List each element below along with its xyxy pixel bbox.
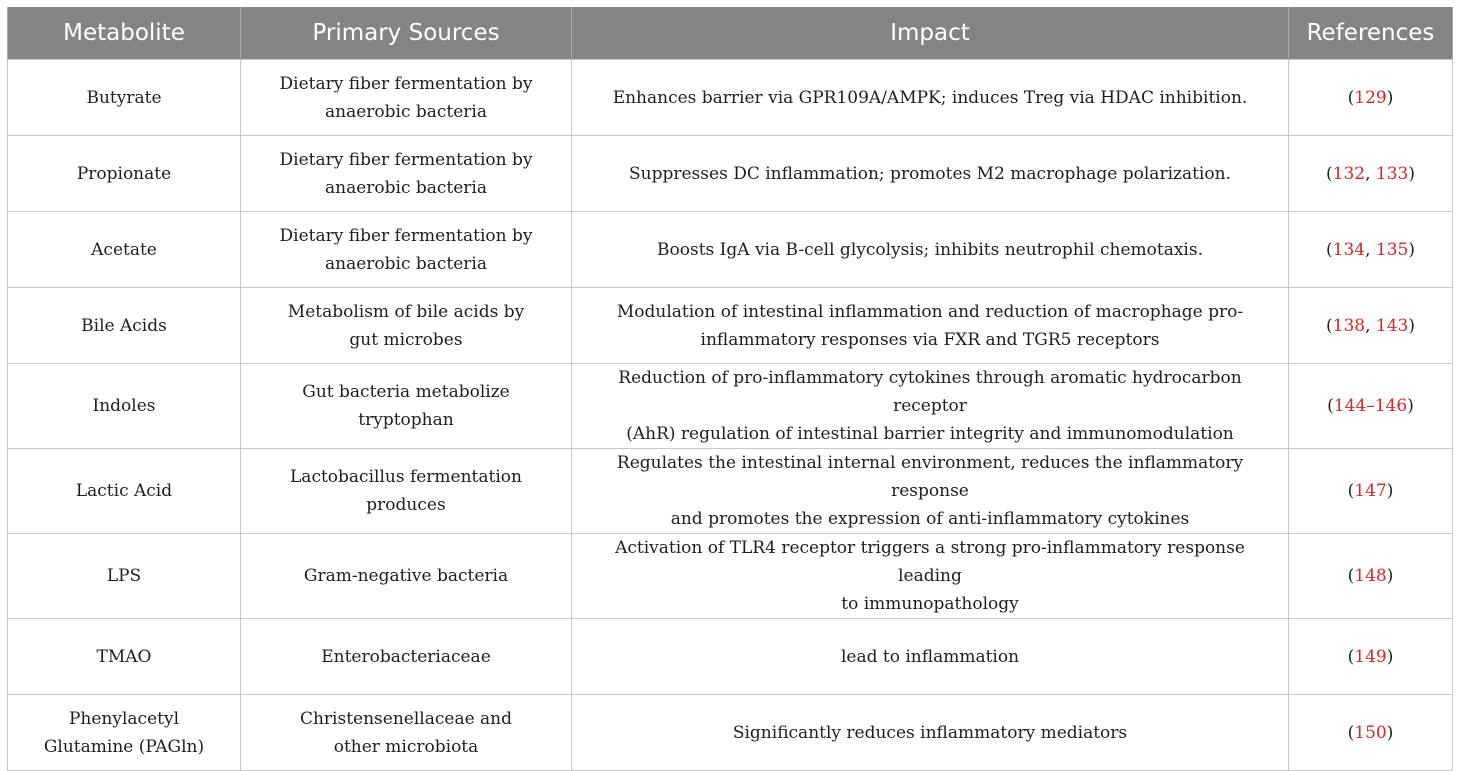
- sources-cell-line: Dietary fiber fermentation by: [279, 225, 533, 246]
- metabolite-cell-line: Propionate: [76, 163, 172, 184]
- references-cell: (147): [1289, 449, 1453, 534]
- sources-cell: [241, 60, 572, 136]
- metabolite-table: [7, 7, 1453, 771]
- header-primary-sources: Primary Sources: [241, 7, 572, 60]
- sources-cell-line: Gram-negative bacteria: [303, 566, 509, 586]
- references-cell: (129): [1289, 60, 1453, 136]
- table-row: [8, 136, 1453, 212]
- sources-cell-line: Dietary fiber fermentation by: [279, 73, 533, 94]
- reference-link[interactable]: 148: [1354, 566, 1387, 586]
- reference-link[interactable]: 132: [1332, 163, 1366, 184]
- references-cell: (144–146): [1289, 364, 1453, 449]
- impact-cell: [572, 619, 1289, 695]
- table-row: [8, 695, 1453, 771]
- sources-cell: [241, 695, 572, 771]
- impact-cell-line: to immunopathology: [841, 594, 1019, 614]
- impact-cell: [572, 449, 1289, 534]
- table-row: [8, 364, 1453, 449]
- metabolite-cell: [8, 534, 241, 619]
- sources-cell-line: Lactobacillus fermentation produces: [290, 467, 522, 515]
- sources-cell-line: anaerobic bacteria: [324, 101, 487, 122]
- metabolite-cell-line: Indoles: [92, 396, 156, 416]
- header-metabolite: Metabolite: [8, 7, 241, 60]
- reference-separator: ,: [1365, 315, 1376, 336]
- impact-cell-line: Regulates the intestinal internal environment, reduces the inflammatory response: [616, 453, 1244, 501]
- sources-cell: [241, 136, 572, 212]
- sources-cell-line: Dietary fiber fermentation by: [279, 149, 533, 170]
- metabolite-cell: [8, 695, 241, 771]
- sources-cell: [241, 212, 572, 288]
- impact-cell-line: and promotes the expression of anti-inflammatory cytokines: [670, 509, 1190, 529]
- references-cell: (150): [1289, 695, 1453, 771]
- metabolite-cell-line: Lactic Acid: [75, 481, 173, 501]
- metabolite-cell: [8, 136, 241, 212]
- reference-separator: ,: [1365, 163, 1376, 184]
- references-cell: (138, 143): [1289, 288, 1453, 364]
- reference-link[interactable]: 129: [1354, 87, 1387, 108]
- table-row: [8, 60, 1453, 136]
- reference-link[interactable]: 150: [1354, 722, 1387, 743]
- impact-cell-line: lead to inflammation: [840, 646, 1020, 667]
- impact-cell: [572, 60, 1289, 136]
- metabolite-cell-line: Bile Acids: [81, 315, 167, 336]
- references-cell: (132, 133): [1289, 136, 1453, 212]
- sources-cell-line: Christensenellaceae and: [299, 708, 513, 729]
- sources-cell: [241, 449, 572, 534]
- impact-cell-line: inflammatory responses via FXR and TGR5 receptors: [700, 329, 1160, 350]
- impact-cell-line: Modulation of intestinal inflammation and reduction of macrophage pro-: [616, 301, 1244, 322]
- reference-link[interactable]: 138: [1332, 315, 1366, 336]
- impact-cell-line: Significantly reduces inflammatory mediators: [732, 722, 1128, 743]
- table-header-row: [8, 7, 1453, 60]
- header-references: References: [1289, 7, 1453, 60]
- metabolite-cell: [8, 212, 241, 288]
- impact-cell: [572, 136, 1289, 212]
- metabolite-cell-line: LPS: [106, 566, 142, 586]
- metabolite-cell: [8, 60, 241, 136]
- metabolite-cell: [8, 619, 241, 695]
- metabolite-cell: [8, 364, 241, 449]
- impact-cell: [572, 695, 1289, 771]
- impact-cell-line: Suppresses DC inflammation; promotes M2 macrophage polarization.: [629, 163, 1231, 184]
- table-row: [8, 449, 1453, 534]
- references-cell: (134, 135): [1289, 212, 1453, 288]
- reference-link[interactable]: 147: [1354, 481, 1387, 501]
- metabolite-cell-line: Butyrate: [86, 87, 162, 108]
- metabolite-cell-line: Phenylacetyl: [68, 708, 180, 729]
- metabolite-cell: [8, 449, 241, 534]
- table-row: [8, 212, 1453, 288]
- sources-cell-line: Enterobacteriaceae: [321, 646, 491, 667]
- sources-cell-line: other microbiota: [333, 736, 479, 757]
- sources-cell-line: Metabolism of bile acids by: [287, 301, 525, 322]
- impact-cell: [572, 212, 1289, 288]
- sources-cell-line: gut microbes: [349, 329, 463, 350]
- impact-cell-line: Boosts IgA via B-cell glycolysis; inhibits neutrophil chemotaxis.: [657, 239, 1203, 260]
- impact-cell-line: Enhances barrier via GPR109A/AMPK; induces Treg via HDAC inhibition.: [612, 87, 1248, 108]
- sources-cell: [241, 534, 572, 619]
- reference-link[interactable]: 144–146: [1333, 396, 1408, 416]
- reference-link[interactable]: 135: [1375, 239, 1409, 260]
- table-row: [8, 619, 1453, 695]
- sources-cell-line: anaerobic bacteria: [324, 177, 487, 198]
- impact-cell-line: Activation of TLR4 receptor triggers a strong pro-inflammatory response leading: [615, 538, 1245, 586]
- reference-link[interactable]: 134: [1332, 239, 1366, 260]
- references-cell: (149): [1289, 619, 1453, 695]
- table-row: [8, 288, 1453, 364]
- sources-cell-line: anaerobic bacteria: [324, 253, 487, 274]
- table-body: [8, 60, 1453, 771]
- impact-cell: [572, 534, 1289, 619]
- metabolite-cell-line: TMAO: [96, 646, 152, 667]
- sources-cell: [241, 619, 572, 695]
- metabolite-cell-line: Glutamine (PAGln): [43, 736, 205, 757]
- impact-cell: [572, 288, 1289, 364]
- references-cell: (148): [1289, 534, 1453, 619]
- impact-cell-line: Reduction of pro-inflammatory cytokines through aromatic hydrocarbon receptor: [618, 368, 1242, 416]
- reference-link[interactable]: 149: [1354, 646, 1387, 667]
- reference-separator: ,: [1365, 239, 1376, 260]
- metabolite-cell-line: Acetate: [91, 239, 157, 260]
- impact-cell: [572, 364, 1289, 449]
- reference-link[interactable]: 143: [1375, 315, 1409, 336]
- sources-cell: [241, 364, 572, 449]
- impact-cell-line: (AhR) regulation of intestinal barrier integrity and immunomodulation: [626, 424, 1234, 444]
- sources-cell-line: Gut bacteria metabolize tryptophan: [302, 382, 510, 430]
- sources-cell: [241, 288, 572, 364]
- header-impact: Impact: [572, 7, 1289, 60]
- table-row: [8, 534, 1453, 619]
- metabolite-cell: [8, 288, 241, 364]
- reference-link[interactable]: 133: [1375, 163, 1409, 184]
